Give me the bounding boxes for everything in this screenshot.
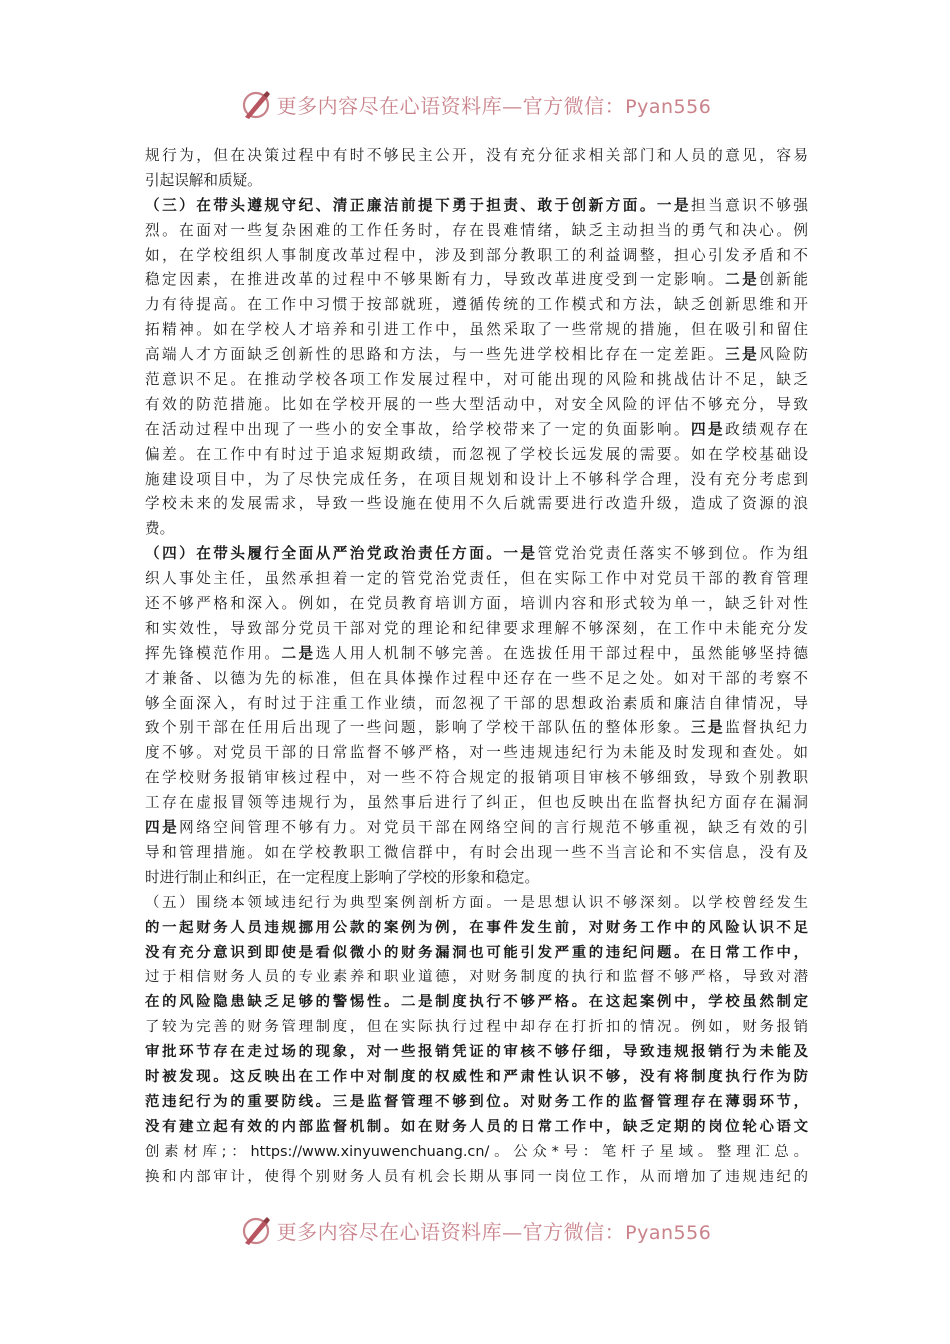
body-text: 稳定因素，在推进改革的过程中不够果断有力，导致改革进度受到一定影响。 xyxy=(145,271,726,289)
body-text: 范违纪行为的重要防线。三是监督管理不够到位。对财务工作的监督管理存在薄弱环节， xyxy=(145,1093,808,1110)
banner-text: 更多内容尽在心语资料库—官方微信：Pyan556 xyxy=(276,93,712,118)
text-line xyxy=(145,219,808,244)
body-text: 换和内部审计，使得个别财务人员有机会长期从事同一岗位工作，从而增加了违规违纪的 xyxy=(145,1168,808,1185)
text-line xyxy=(145,866,808,891)
body-text: 在活动过程中出现了一些小的安全事故，给学校带来了一定的负面影响。 xyxy=(145,420,691,438)
text-line xyxy=(145,642,808,667)
body-text: 创素材库;：https://www.xinyuwenchuang.cn/。公众*号：笔杆子星域。整理汇总。 xyxy=(145,1143,808,1160)
text-line xyxy=(145,194,808,219)
text-line xyxy=(145,542,808,567)
bold-heading-text: （四）在带头履行全面从严治党政治责任方面。一是 xyxy=(145,545,538,563)
body-text: 时被发现。这反映出在工作中对制度的权威性和严肃性认识不够，没有将制度执行作为防 xyxy=(145,1068,808,1085)
body-text: 还不够严格和深入。例如，在党员教育培训方面，培训内容和形式较为单一，缺乏针对性 xyxy=(145,595,808,613)
bold-heading-text: 四是 xyxy=(145,819,180,837)
text-line xyxy=(145,791,808,816)
text-line xyxy=(145,567,808,592)
bold-heading-text: 四是 xyxy=(691,420,726,438)
bold-heading-text: 三是 xyxy=(725,346,760,364)
body-text: 如，在学校组织人事制度改革过程中，涉及到部分教职工的利益调整，担心引发矛盾和不 xyxy=(145,246,808,264)
body-text: 烈。在面对一些复杂困难的工作任务时，存在畏难情绪，缺乏主动担当的勇气和决心。例 xyxy=(145,221,808,239)
text-line xyxy=(145,468,808,493)
body-text: 创新能 xyxy=(759,271,808,289)
body-text: 在的风险隐患缺乏足够的警惕性。二是制度执行不够严格。在这起案例中，学校虽然制定 xyxy=(145,994,808,1011)
body-text: 没有充分意识到即使是看似微小的财务漏洞也可能引发严重的违纪问题。在日常工作中， xyxy=(145,944,808,961)
body-text: 致个别干部在任用后出现了一些问题，影响了学校干部队伍的整体形象。 xyxy=(145,719,691,737)
text-line xyxy=(145,1165,808,1190)
text-line xyxy=(145,517,808,542)
text-line xyxy=(145,766,808,791)
bold-heading-text: （三）在带头遵规守纪、清正廉洁前提下勇于担责、敢于创新方面。一是 xyxy=(145,196,692,214)
text-line xyxy=(145,144,808,169)
header-banner xyxy=(0,84,950,124)
text-line xyxy=(145,941,808,966)
body-text: 选人用人机制不够完善。在选拔任用干部过程中，虽然能够坚持德 xyxy=(315,644,808,662)
text-line xyxy=(145,965,808,990)
text-line xyxy=(145,418,808,443)
body-text: 管党治党责任落实不够到位。作为组 xyxy=(537,545,808,563)
text-line xyxy=(145,841,808,866)
text-line xyxy=(145,667,808,692)
text-line xyxy=(145,692,808,717)
body-text: 和实效性，导致部分党员干部对党的理论和纪律要求理解不够深刻，在工作中未能充分发 xyxy=(145,619,808,637)
body-text: 网络空间管理不够有力。对党员干部在网络空间的言行规范不够重视，缺乏有效的引 xyxy=(179,819,808,837)
body-text: 高端人才方面缺乏创新性的思路和方法，与一些先进学校相比存在一定差距。 xyxy=(145,346,726,364)
body-text: 导和管理措施。如在学校教职工微信群中，有时会出现一些不当言论和不实信息，没有及 xyxy=(145,843,808,861)
body-text: 过于相信财务人员的专业素养和职业道德，对财务制度的执行和监督不够严格，导致对潜 xyxy=(145,969,808,986)
body-text: 挥先锋模范作用。 xyxy=(145,644,282,662)
body-text: 范意识不足。在推动学校各项工作发展过程中，对可能出现的风险和挑战估计不足，缺乏 xyxy=(145,371,808,389)
text-line xyxy=(145,1140,808,1165)
text-line xyxy=(145,368,808,393)
wechat-id: Pyan556 xyxy=(625,95,712,118)
banner-text: 更多内容尽在心语资料库—官方微信：Pyan556 xyxy=(276,1219,712,1244)
body-text: 监督执纪力 xyxy=(725,719,808,737)
pen-circle-logo-icon xyxy=(239,1213,273,1247)
text-line xyxy=(145,592,808,617)
footer-banner xyxy=(0,1210,950,1250)
document-body xyxy=(145,144,808,1189)
bold-heading-text: 二是 xyxy=(725,271,760,289)
body-text: 有效的防范措施。比如在学校开展的一些大型活动中，对安全风险的评估不够充分，导致 xyxy=(145,395,808,413)
bold-heading-text: 二是 xyxy=(281,644,316,662)
text-line xyxy=(145,169,808,194)
body-text: 够全面深入，有时过于注重工作业绩，而忽视了干部的思想政治素质和廉洁自律情况，导 xyxy=(145,694,808,712)
body-text: 时进行制止和纠正，在一定程度上影响了学校的形象和稳定。 xyxy=(145,868,540,886)
body-text: 规行为，但在决策过程中有时不够民主公开，没有充分征求相关部门和人员的意见，容易 xyxy=(145,147,808,164)
body-text: 担当意识不够强 xyxy=(691,196,808,214)
body-text: 在学校财务报销审核过程中，对一些不符合规定的报销项目审核不够细致，导致个别教职 xyxy=(145,769,808,787)
body-text: 偏差。在工作中有时过于追求短期政绩，而忽视了学校长远发展的需要。如在学校基础设 xyxy=(145,445,808,463)
body-text: 织人事处主任，虽然承担着一定的管党治党责任，但在实际工作中对党员干部的教育管理 xyxy=(145,570,808,588)
text-line xyxy=(145,1115,808,1140)
body-text: 了较为完善的财务管理制度，但在实际执行过程中却存在打折扣的情况。例如，财务报销 xyxy=(145,1019,808,1036)
text-line xyxy=(145,990,808,1015)
body-text: 工存在虚报冒领等违规行为，虽然事后进行了纠正，但也反映出在监督执纪方面存在漏洞 xyxy=(145,794,808,812)
text-line xyxy=(145,1040,808,1065)
body-text: 力有待提高。在工作中习惯于按部就班，遵循传统的工作模式和方法，缺乏创新思维和开 xyxy=(145,296,808,314)
text-line xyxy=(145,244,808,269)
body-text: 施建设项目中，为了尽快完成任务，在项目规划和设计上不够科学合理，没有充分考虑到 xyxy=(145,470,808,488)
text-line xyxy=(145,1090,808,1115)
text-line xyxy=(145,268,808,293)
text-line xyxy=(145,891,808,916)
text-line xyxy=(145,1065,808,1090)
body-text: 的一起财务人员违规挪用公款的案例为例，在事件发生前，对财务工作中的风险认识不足 xyxy=(145,919,808,936)
body-text: 审批环节存在走过场的现象，对一些报销凭证的审核不够仔细，导致违规报销行为未能及 xyxy=(145,1044,808,1061)
text-line xyxy=(145,318,808,343)
text-line xyxy=(145,816,808,841)
text-line xyxy=(145,492,808,517)
text-line xyxy=(145,343,808,368)
body-text: 拓精神。如在学校人才培养和引进工作中，虽然采取了一些常规的措施，但在吸引和留住 xyxy=(145,321,808,339)
text-line xyxy=(145,716,808,741)
body-text: 没有建立起有效的内部监督机制。如在财务人员的日常工作中，缺乏定期的岗位轮心语文 xyxy=(145,1118,808,1135)
text-line xyxy=(145,617,808,642)
bold-heading-text: 三是 xyxy=(691,719,726,737)
text-line xyxy=(145,741,808,766)
body-text: （五）围绕本领域违纪行为典型案例剖析方面。一是思想认识不够深刻。以学校曾经发生 xyxy=(145,894,808,911)
wechat-id: Pyan556 xyxy=(625,1221,712,1244)
text-line xyxy=(145,293,808,318)
text-line xyxy=(145,916,808,941)
pen-circle-logo-icon xyxy=(239,87,273,121)
text-line xyxy=(145,393,808,418)
body-text: 费。 xyxy=(145,520,175,538)
text-line xyxy=(145,443,808,468)
body-text: 才兼备、以德为先的标准，但在具体操作过程中还存在一些不足之处。如对干部的考察不 xyxy=(145,669,808,687)
text-line xyxy=(145,1015,808,1040)
body-text: 风险防 xyxy=(759,346,808,364)
body-text: 学校未来的发展需求，导致一些设施在使用不久后就需要进行改造升级，造成了资源的浪 xyxy=(145,495,808,513)
body-text: 度不够。对党员干部的日常监督不够严格，对一些违规违纪行为未能及时发现和查处。如 xyxy=(145,744,808,762)
body-text: 引起误解和质疑。 xyxy=(145,171,262,189)
body-text: 政绩观存在 xyxy=(725,420,808,438)
